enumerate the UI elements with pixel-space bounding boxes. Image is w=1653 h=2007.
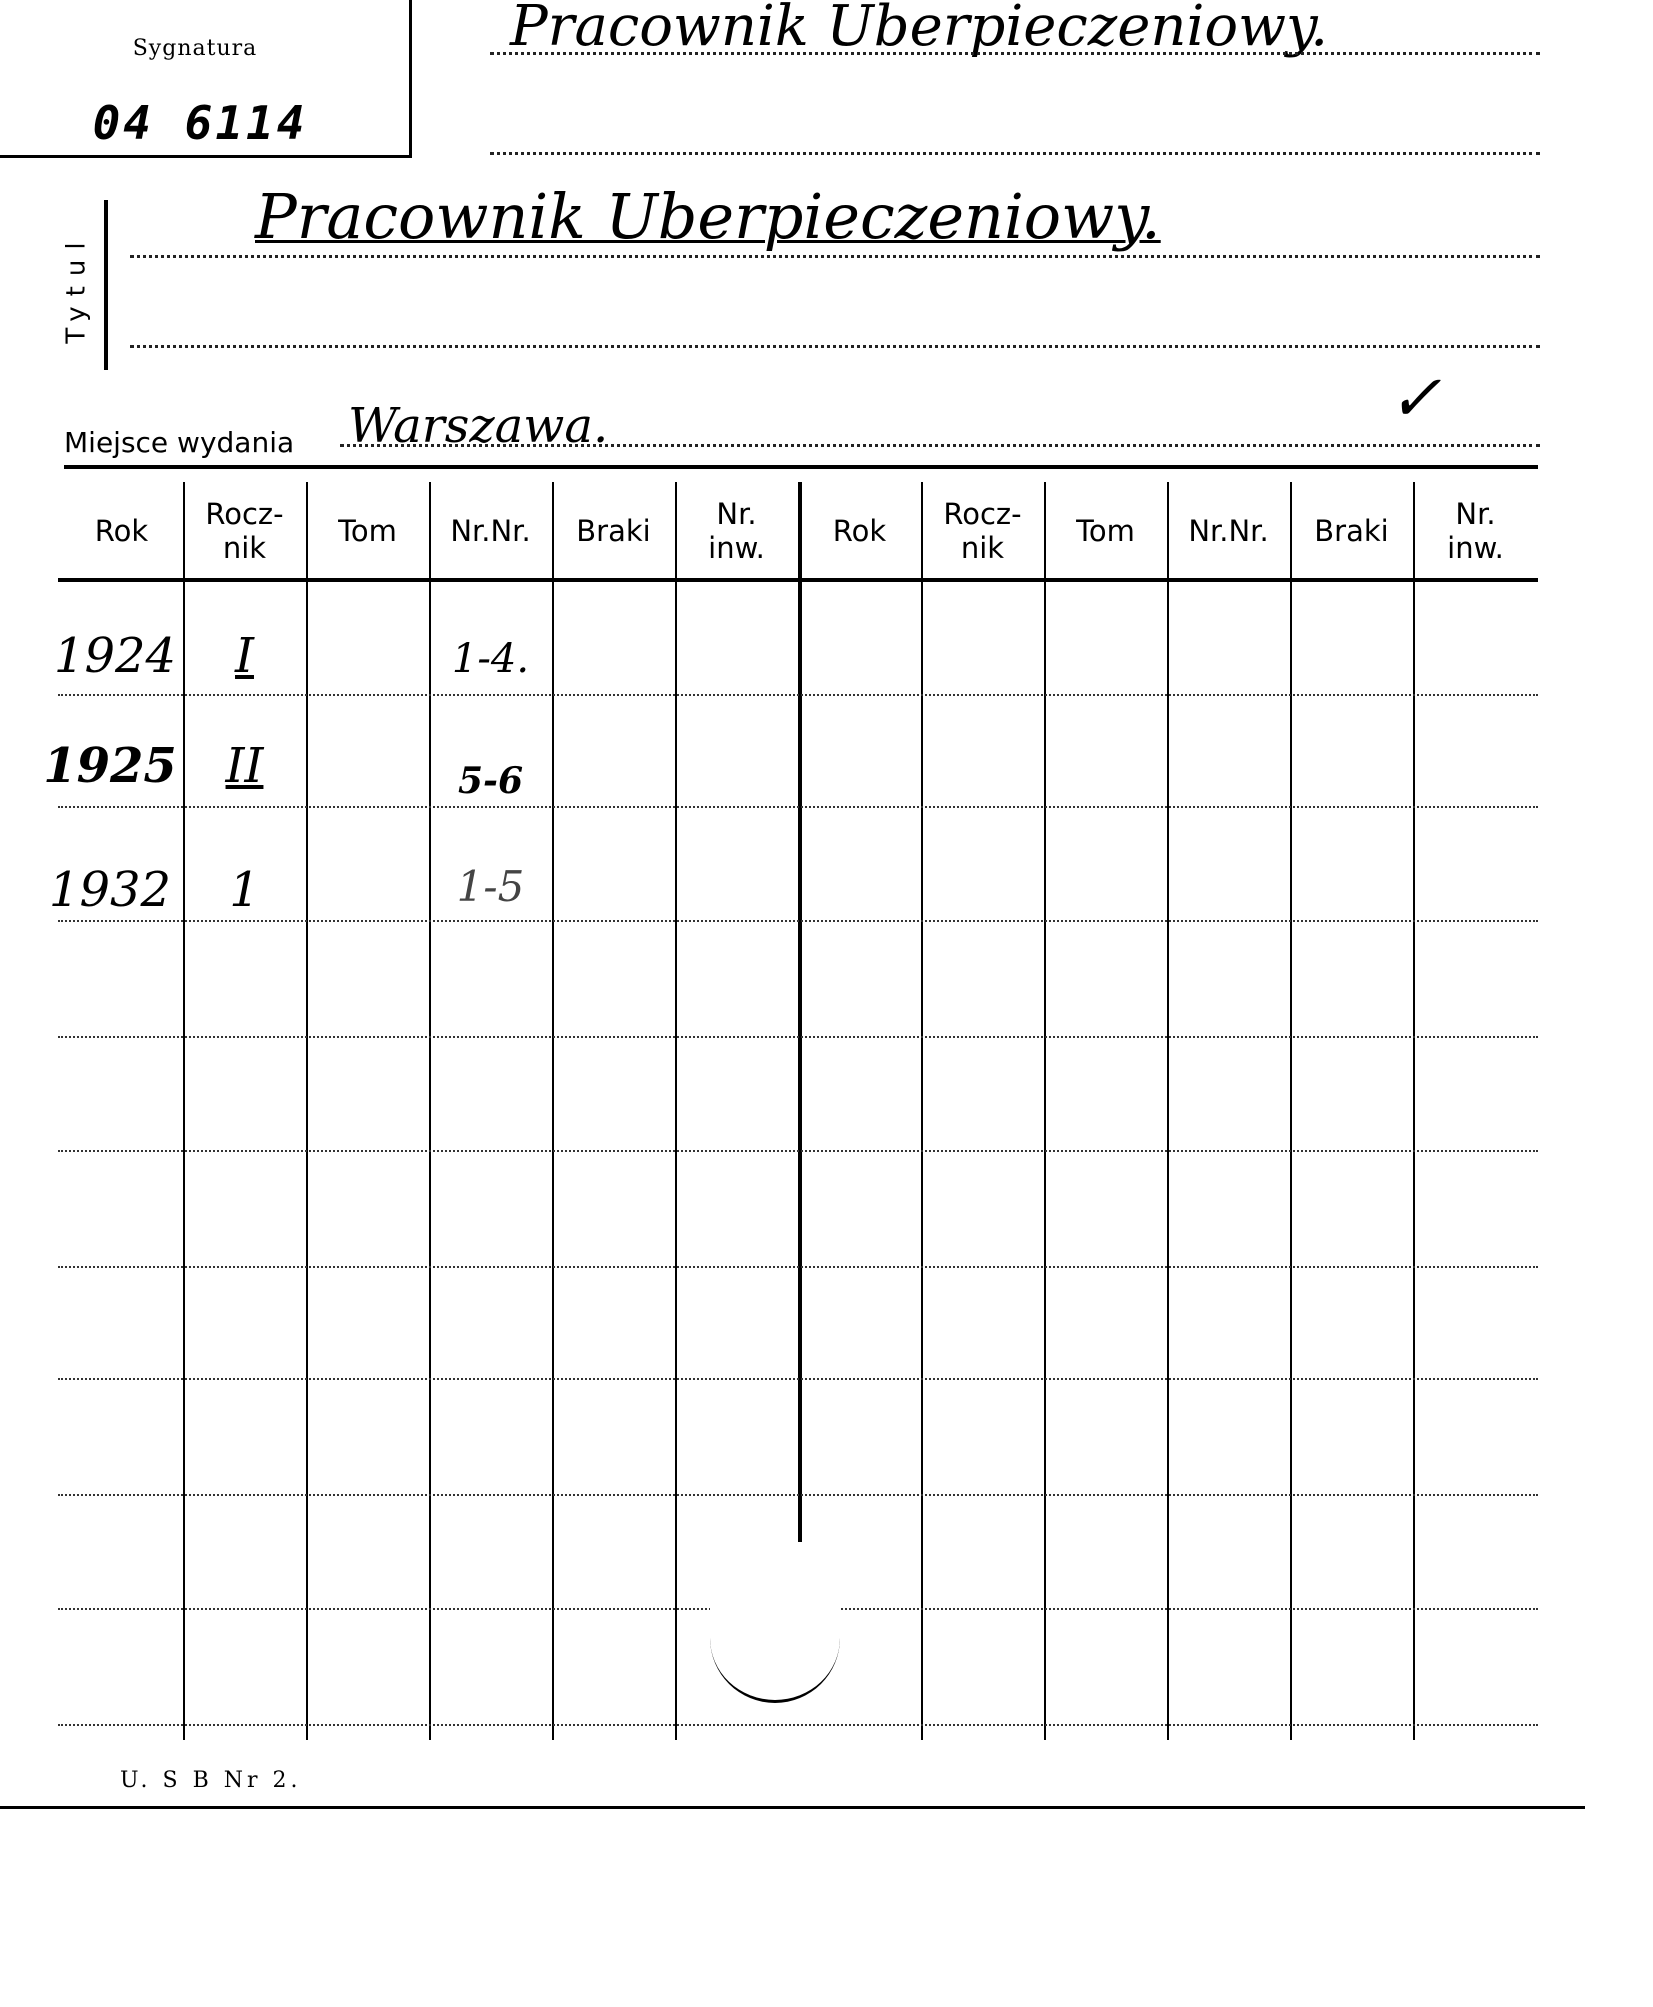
punch-notch <box>710 1600 840 1703</box>
column-header: Rocz- nik <box>205 497 284 565</box>
column-divider <box>552 482 554 1740</box>
column-divider <box>306 482 308 1740</box>
table-row-line <box>58 920 1538 922</box>
table-cell-nr: 1-5 <box>456 862 525 911</box>
column-divider <box>1290 482 1292 1740</box>
header-dotted-line-2 <box>490 152 1540 155</box>
check-mark: ✓ <box>1388 362 1442 436</box>
column-header: Nr. inw. <box>1447 497 1504 565</box>
title-bracket <box>104 200 108 370</box>
table-row-line <box>58 1036 1538 1038</box>
signature-label: Sygnatura <box>132 36 258 61</box>
table-cell-rocznik: I <box>235 628 254 684</box>
table-row-line <box>58 694 1538 696</box>
table-cell-rok: 1924 <box>53 628 177 684</box>
table-row-line <box>58 1266 1538 1268</box>
table-cell-rok: 1932 <box>48 862 172 918</box>
column-divider <box>1413 482 1415 1740</box>
table-row-line <box>58 806 1538 808</box>
column-divider <box>1044 482 1046 1740</box>
table-cell-nr: 5-6 <box>457 760 524 802</box>
column-divider <box>921 482 923 1740</box>
signature-value: 04 6114 <box>92 96 308 150</box>
table-cell-nr: 1-4. <box>451 636 530 682</box>
column-divider <box>1167 482 1169 1740</box>
title-dotted-line-2 <box>130 345 1540 348</box>
column-header: Nr.Nr. <box>450 514 531 548</box>
column-header: Tom <box>1076 514 1135 548</box>
table-row-line <box>58 1724 1538 1726</box>
table-cell-rocznik: II <box>225 738 264 794</box>
column-header: Nr.Nr. <box>1188 514 1269 548</box>
footer-label: U. S B Nr 2. <box>120 1768 302 1793</box>
place-label: Miejsce wydania <box>64 426 295 459</box>
table-center-divider <box>798 482 802 1542</box>
title-label: Tytul <box>62 231 92 344</box>
column-header: Braki <box>1314 514 1389 548</box>
table-row-line <box>58 1150 1538 1152</box>
column-header: Rok <box>832 514 887 548</box>
title-value: Pracownik Uberpieczeniowy. <box>255 180 1161 253</box>
header-title: Pracownik Uberpieczeniowy. <box>510 0 1329 59</box>
bottom-edge-rule <box>0 1806 1585 1809</box>
table-cell-rok: 1925 <box>43 738 177 794</box>
column-divider <box>675 482 677 1740</box>
header-dotted-line-1 <box>490 52 1540 55</box>
column-header: Rok <box>94 514 149 548</box>
table-row-line <box>58 1494 1538 1496</box>
title-label-container <box>52 200 102 375</box>
column-header: Tom <box>338 514 397 548</box>
column-header: Rocz- nik <box>943 497 1022 565</box>
column-header: Nr. inw. <box>708 497 765 565</box>
table-row-line <box>58 1378 1538 1380</box>
table-cell-rocznik: 1 <box>229 862 260 918</box>
title-dotted-line-1 <box>130 255 1540 258</box>
table-top-rule <box>64 465 1538 469</box>
place-value: Warszawa. <box>348 398 609 454</box>
column-header: Braki <box>576 514 651 548</box>
